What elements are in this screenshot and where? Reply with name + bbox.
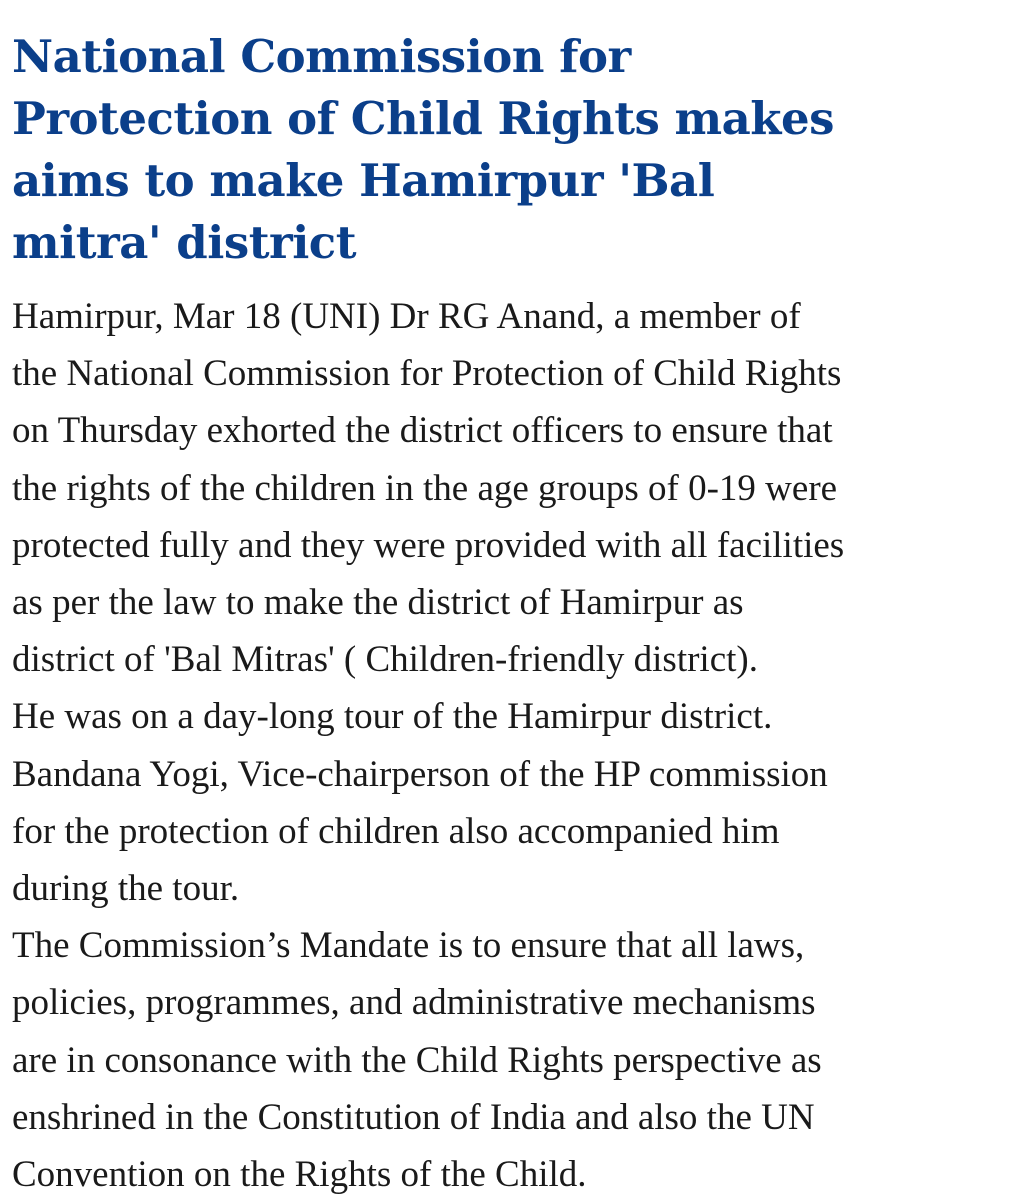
- body-line: policies, programmes, and administrative mechanisms: [12, 982, 816, 1024]
- body-line: as per the law to make the district of Hamirpur as: [12, 582, 744, 624]
- headline-line: National Commission for: [12, 30, 631, 83]
- headline-line: mitra' district: [12, 216, 356, 269]
- body-line: for the protection of children also accompanied him: [12, 810, 780, 852]
- article-body: [12, 288, 997, 1203]
- body-line: the National Commission for Protection of Child Rights: [12, 353, 842, 395]
- headline-line: Protection of Child Rights makes: [12, 92, 834, 145]
- body-line: Convention on the Rights of the Child.: [12, 1154, 587, 1196]
- article-headline: [12, 26, 997, 274]
- headline-line: aims to make Hamirpur 'Bal: [12, 154, 715, 207]
- body-line: The Commission’s Mandate is to ensure that all laws,: [12, 925, 805, 967]
- body-line: Bandana Yogi, Vice-chairperson of the HP commission: [12, 753, 828, 795]
- body-line: are in consonance with the Child Rights perspective as: [12, 1039, 822, 1081]
- body-line: district of 'Bal Mitras' ( Children-friendly district).: [12, 639, 758, 681]
- news-article: [12, 26, 997, 1203]
- body-line: enshrined in the Constitution of India and also the UN: [12, 1096, 815, 1138]
- body-line: protected fully and they were provided with all facilities: [12, 524, 845, 566]
- body-line: the rights of the children in the age groups of 0-19 were: [12, 467, 838, 509]
- body-line: Hamirpur, Mar 18 (UNI) Dr RG Anand, a member of: [12, 296, 801, 337]
- body-line: on Thursday exhorted the district officers to ensure that: [12, 410, 833, 452]
- body-line: He was on a day-long tour of the Hamirpur district.: [12, 696, 773, 738]
- body-line: during the tour.: [12, 868, 240, 910]
